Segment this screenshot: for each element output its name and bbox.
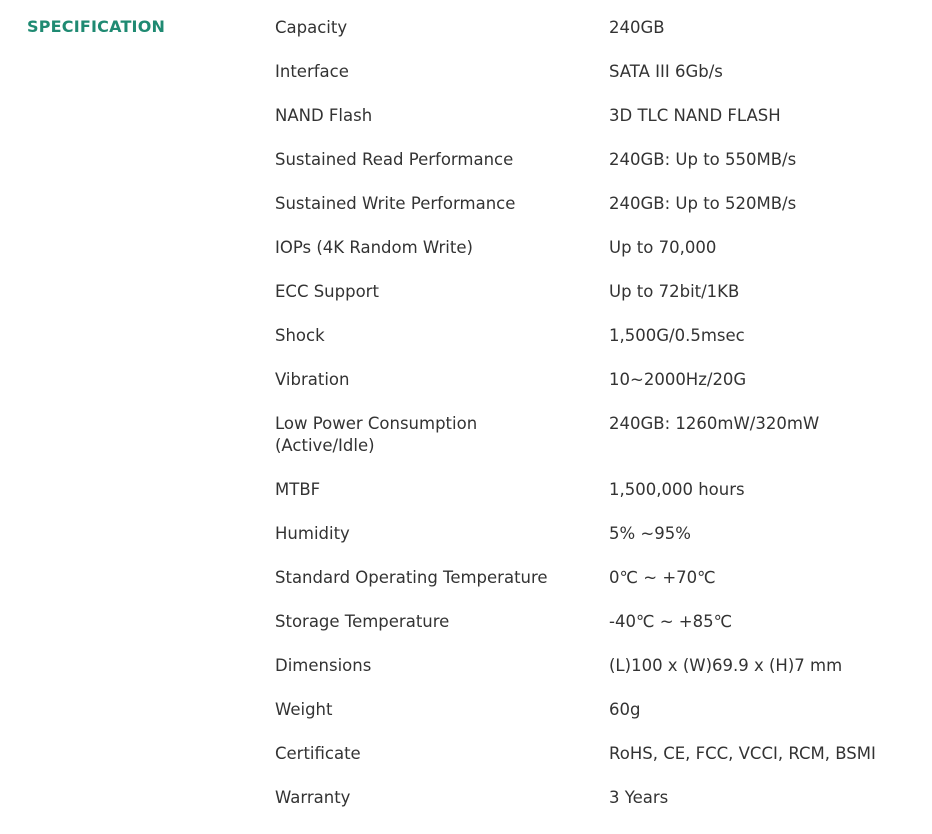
spec-label: Vibration (275, 370, 350, 389)
spec-label: Standard Operating Temperature (275, 568, 548, 587)
spec-row-certificate (275, 743, 915, 787)
spec-value: 10~2000Hz/20G (609, 370, 747, 389)
spec-label: Interface (275, 62, 349, 81)
spec-row-operating-temperature (275, 567, 915, 611)
spec-label: ECC Support (275, 282, 379, 301)
spec-label: MTBF (275, 480, 321, 499)
spec-value: 240GB: 1260mW/320mW (609, 414, 820, 433)
spec-value: 3D TLC NAND FLASH (609, 106, 781, 125)
spec-value: 5% ~95% (609, 524, 691, 543)
spec-row-nand-flash (275, 105, 915, 149)
spec-label: Storage Temperature (275, 612, 450, 631)
spec-row-sustained-read (275, 149, 915, 193)
section-title: SPECIFICATION (27, 17, 166, 36)
spec-row-vibration (275, 369, 915, 413)
spec-row-iops (275, 237, 915, 281)
spec-value: SATA III 6Gb/s (609, 62, 723, 81)
spec-label: Warranty (275, 788, 351, 807)
spec-label: Humidity (275, 524, 350, 543)
spec-row-low-power-consumption (275, 413, 915, 479)
spec-value: RoHS, CE, FCC, VCCI, RCM, BSMI (609, 744, 876, 763)
spec-label: IOPs (4K Random Write) (275, 238, 473, 257)
spec-row-weight (275, 699, 915, 743)
spec-label: Dimensions (275, 656, 372, 675)
spec-row-sustained-write (275, 193, 915, 237)
spec-value: 60g (609, 700, 641, 719)
spec-value: 1,500,000 hours (609, 480, 745, 499)
spec-row-storage-temperature (275, 611, 915, 655)
spec-value: 3 Years (609, 788, 669, 807)
spec-row-shock (275, 325, 915, 369)
spec-row-dimensions (275, 655, 915, 699)
spec-value: 1,500G/0.5msec (609, 326, 745, 345)
spec-row-interface (275, 61, 915, 105)
spec-row-capacity (275, 17, 915, 61)
spec-label: Sustained Write Performance (275, 194, 516, 213)
spec-value: 240GB: Up to 550MB/s (609, 150, 797, 169)
spec-row-mtbf (275, 479, 915, 523)
spec-value: 240GB (609, 18, 665, 37)
spec-label: Capacity (275, 18, 348, 37)
spec-value: 0℃ ~ +70℃ (609, 568, 716, 587)
spec-value: (L)100 x (W)69.9 x (H)7 mm (609, 656, 843, 675)
spec-list (275, 17, 915, 831)
spec-label: Shock (275, 326, 325, 345)
spec-label: Certificate (275, 744, 361, 763)
spec-label: Weight (275, 700, 333, 719)
spec-label: Sustained Read Performance (275, 150, 514, 169)
spec-value: Up to 72bit/1KB (609, 282, 740, 301)
spec-value: -40℃ ~ +85℃ (609, 612, 733, 631)
spec-value: Up to 70,000 (609, 238, 717, 257)
spec-label: Low Power Consumption (Active/Idle) (275, 414, 478, 455)
spec-value: 240GB: Up to 520MB/s (609, 194, 797, 213)
spec-row-warranty (275, 787, 915, 831)
spec-label: NAND Flash (275, 106, 373, 125)
spec-row-ecc-support (275, 281, 915, 325)
spec-row-humidity (275, 523, 915, 567)
